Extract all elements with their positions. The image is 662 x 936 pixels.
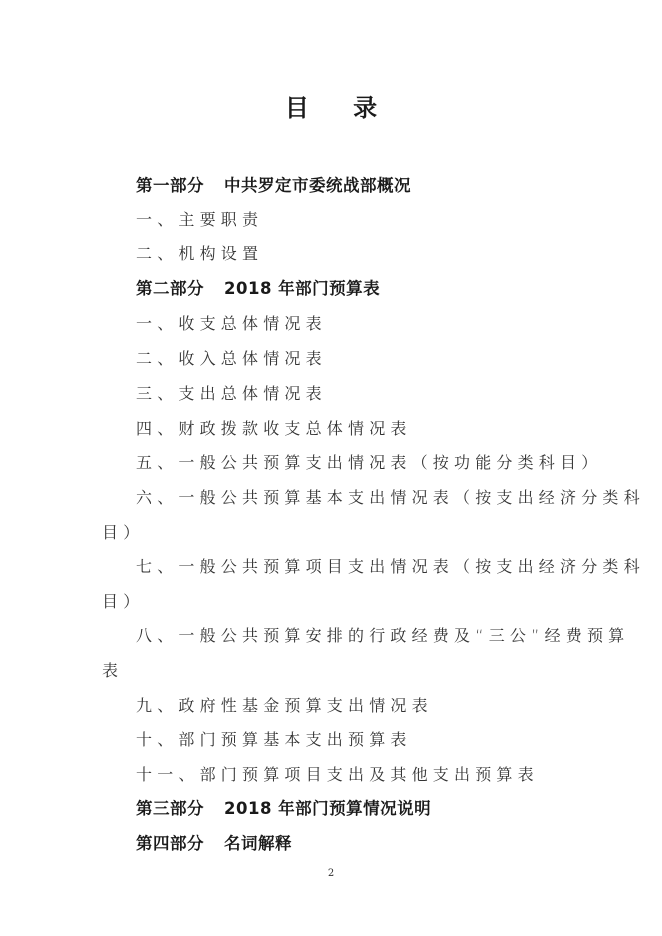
toc-item[interactable]: 一、主要职责 — [136, 210, 264, 229]
toc-part-4[interactable] — [136, 834, 292, 854]
toc-item[interactable]: 七、一般公共预算项目支出情况表（按支出经济分类科 — [136, 557, 645, 576]
toc-item[interactable]: 十一、部门预算项目支出及其他支出预算表 — [136, 765, 539, 784]
toc-item[interactable]: 二、收入总体情况表 — [136, 349, 327, 368]
part-label: 第四部分 — [136, 834, 204, 853]
part-label: 第一部分 — [136, 176, 204, 195]
part-title: 2018 年部门预算表 — [224, 279, 381, 298]
part-title: 名词解释 — [224, 834, 292, 853]
part-label: 第三部分 — [136, 799, 204, 818]
toc-item[interactable]: 六、一般公共预算基本支出情况表（按支出经济分类科 — [136, 488, 645, 507]
page-number: 2 — [327, 868, 335, 879]
toc-item-continuation[interactable]: 目） — [102, 592, 145, 611]
toc-item[interactable]: 八、一般公共预算安排的行政经费及“三公”经费预算 — [136, 626, 630, 645]
toc-item[interactable]: 四、财政拨款收支总体情况表 — [136, 419, 412, 438]
toc-item[interactable]: 二、机构设置 — [136, 244, 264, 263]
toc-item[interactable]: 一、收支总体情况表 — [136, 314, 327, 333]
page-title: 目 录 — [284, 94, 396, 122]
toc-item-continuation[interactable]: 表 — [102, 661, 124, 680]
toc-item[interactable]: 五、一般公共预算支出情况表（按功能分类科目） — [136, 453, 603, 472]
part-title: 中共罗定市委统战部概况 — [224, 176, 411, 195]
toc-item[interactable]: 十、部门预算基本支出预算表 — [136, 730, 412, 749]
toc-item[interactable]: 九、政府性基金预算支出情况表 — [136, 696, 433, 715]
part-label: 第二部分 — [136, 279, 204, 298]
toc-item[interactable]: 三、支出总体情况表 — [136, 384, 327, 403]
toc-part-3[interactable] — [136, 799, 431, 819]
toc-item-continuation[interactable]: 目） — [102, 523, 145, 542]
toc-part-2[interactable] — [136, 279, 380, 299]
part-title: 2018 年部门预算情况说明 — [224, 799, 432, 818]
toc-part-1[interactable] — [136, 176, 411, 196]
